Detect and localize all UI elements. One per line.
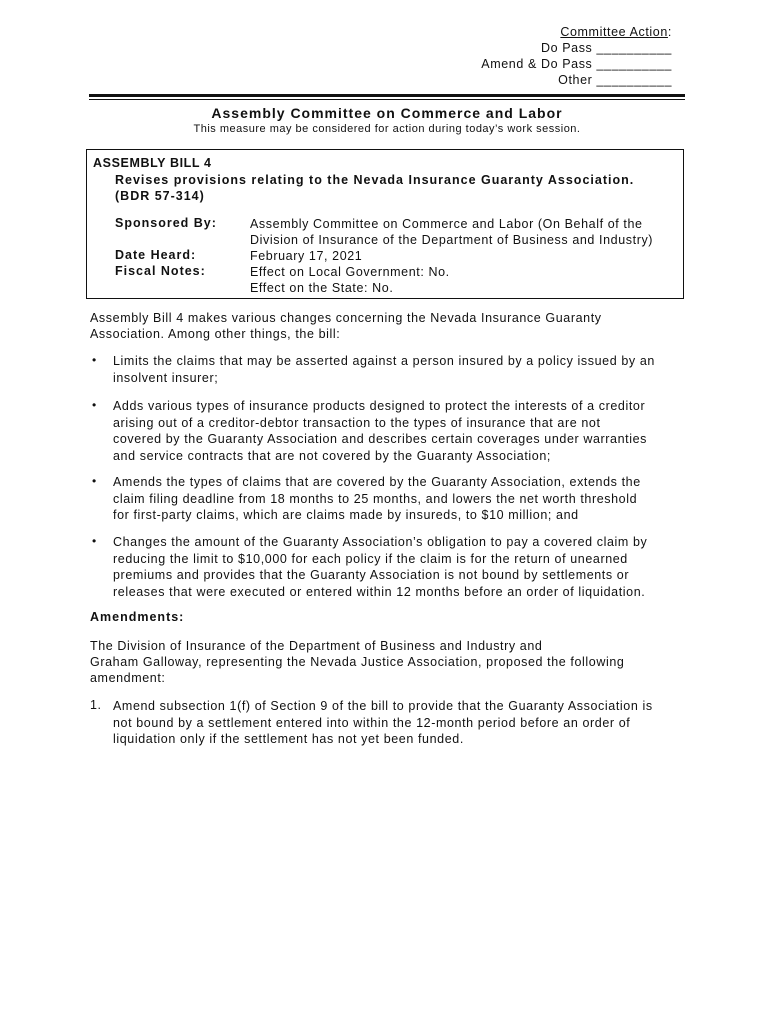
sponsored-by-line: Assembly Committee on Commerce and Labor (On Behalf of the bbox=[250, 217, 643, 231]
amendment-item-line: Amend subsection 1(f) of Section 9 of the bill to provide that the Guaranty Association is bbox=[113, 699, 653, 713]
bullet-item bbox=[113, 534, 681, 600]
committee-action-colon: : bbox=[667, 25, 672, 39]
bullet-line: Amends the types of claims that are covered by the Guaranty Association, extends the bbox=[113, 475, 641, 489]
bullet-line: premiums and provides that the Guaranty Association is not bound by settlements or bbox=[113, 568, 630, 582]
header-double-rule bbox=[89, 94, 685, 100]
amendment-item-text bbox=[113, 698, 681, 748]
summary-intro bbox=[90, 310, 686, 342]
bullet-marker: • bbox=[92, 534, 97, 548]
amendment-item-line: liquidation only if the settlement has not yet been funded. bbox=[113, 732, 464, 746]
summary-intro-line: Assembly Bill 4 makes various changes concerning the Nevada Insurance Guaranty bbox=[90, 311, 602, 325]
amendments-intro-line: amendment: bbox=[90, 671, 166, 685]
bullet-line: covered by the Guaranty Association and describes certain coverages under warranties bbox=[113, 432, 647, 446]
amendments-intro-line: Graham Galloway, representing the Nevada Justice Association, proposed the following bbox=[90, 655, 625, 669]
fiscal-notes-label: Fiscal Notes: bbox=[115, 264, 206, 278]
bullet-item bbox=[113, 474, 681, 524]
bill-description bbox=[115, 172, 675, 204]
bullet-marker: • bbox=[92, 353, 97, 367]
amendments-intro-line: The Division of Insurance of the Department of Business and Industry and bbox=[90, 639, 543, 653]
bullet-item bbox=[113, 353, 681, 386]
amendments-intro bbox=[90, 638, 686, 686]
bullet-item bbox=[113, 398, 681, 464]
do-pass-line: Do Pass __________ bbox=[540, 41, 672, 55]
committee-subtitle: This measure may be considered for action during today’s work session. bbox=[193, 123, 581, 135]
committee-action-block bbox=[481, 24, 672, 88]
bill-description-line: Revises provisions relating to the Nevada Insurance Guaranty Association. bbox=[115, 173, 635, 187]
bullet-line: Adds various types of insurance products designed to protect the interests of a creditor bbox=[113, 399, 646, 413]
bullet-line: and service contracts that are not covered by the Guaranty Association; bbox=[113, 448, 551, 463]
date-heard-value: February 17, 2021 bbox=[250, 249, 363, 263]
amend-do-pass-line: Amend & Do Pass __________ bbox=[481, 57, 672, 71]
fiscal-state: Effect on the State: No. bbox=[250, 281, 394, 295]
committee-title: Assembly Committee on Commerce and Labor bbox=[211, 105, 563, 121]
sponsored-by-line: Division of Insurance of the Department of Business and Industry) bbox=[250, 233, 654, 247]
committee-action-title: Committee Action bbox=[560, 25, 668, 39]
sponsored-by-label: Sponsored By: bbox=[115, 216, 217, 230]
summary-intro-line: Association. Among other things, the bill: bbox=[90, 327, 341, 341]
sponsored-by-value bbox=[250, 216, 680, 248]
bullet-line: arising out of a creditor-debtor transaction to the types of insurance that are not bbox=[113, 415, 601, 430]
amendment-item-number: 1. bbox=[90, 698, 102, 712]
amendment-item-line: not bound by a settlement entered into within the 12-month period before an order of bbox=[113, 715, 631, 730]
bullet-line: reducing the limit to $10,000 for each policy if the claim is for the return of unearned bbox=[113, 551, 628, 566]
bullet-line: insolvent insurer; bbox=[113, 370, 219, 385]
bullet-line: Limits the claims that may be asserted against a person insured by a policy issued by an bbox=[113, 354, 655, 368]
bullet-line: for first-party claims, which are claims made by insureds, to $10 million; and bbox=[113, 508, 579, 522]
bill-bdr-number: (BDR 57-314) bbox=[115, 189, 205, 203]
date-heard-label: Date Heard: bbox=[115, 248, 197, 262]
other-line: Other __________ bbox=[558, 73, 672, 87]
bill-number: ASSEMBLY BILL 4 bbox=[93, 156, 212, 170]
fiscal-local-government: Effect on Local Government: No. bbox=[250, 265, 450, 279]
bullet-line: claim filing deadline from 18 months to 25 months, and lowers the net worth threshold bbox=[113, 491, 638, 506]
fiscal-notes-value bbox=[250, 264, 680, 296]
bullet-marker: • bbox=[92, 474, 97, 488]
committee-action-heading bbox=[481, 24, 672, 40]
bullet-line: releases that were executed or entered within 12 months before an order of liquidation. bbox=[113, 584, 646, 599]
bullet-line: Changes the amount of the Guaranty Association’s obligation to pay a covered claim by bbox=[113, 535, 648, 549]
bullet-marker: • bbox=[92, 398, 97, 412]
amendments-heading: Amendments: bbox=[90, 610, 185, 624]
